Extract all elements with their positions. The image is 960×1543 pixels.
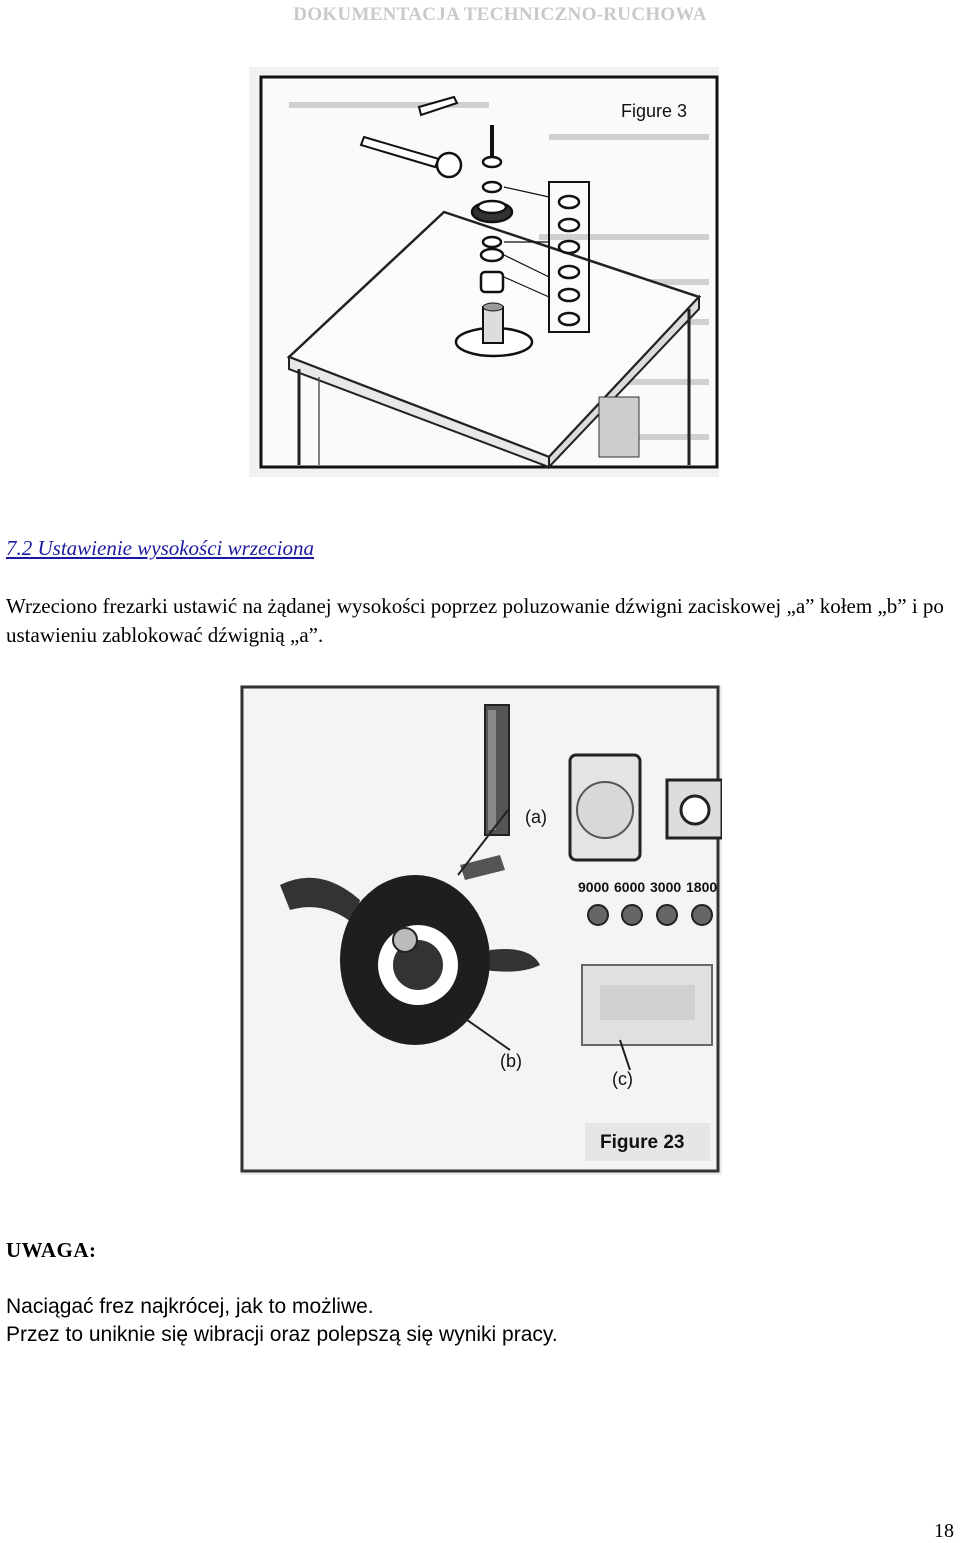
figure-23-caption: Figure 23 — [600, 1132, 685, 1153]
document-header: DOKUMENTACJA TECHNICZNO-RUCHOWA — [293, 4, 707, 25]
label-a: (a) — [525, 807, 547, 827]
warning-line-1: Naciągać frez najkrócej, jak to możliwe. — [6, 1295, 374, 1318]
label-c: (c) — [612, 1069, 633, 1089]
section-title: 7.2 Ustawienie wysokości wrzeciona — [6, 536, 314, 560]
speed-label-6000: 6000 — [614, 879, 646, 895]
speed-label-9000: 9000 — [578, 879, 610, 895]
figure-23-handwheel-photo — [240, 685, 722, 1175]
label-b: (b) — [500, 1051, 522, 1071]
instruction-paragraph: Wrzeciono frezarki ustawić na żądanej wysokości poprzez poluzowanie dźwigni zaciskowej „a” kołem „b” i po ustawieniu zablokować dźwignią „a”. — [6, 594, 944, 647]
figure-3-caption: Figure 3 — [621, 101, 688, 121]
warning-line-2: Przez to uniknie się wibracji oraz polepszą się wyniki pracy. — [6, 1323, 558, 1346]
page-number: 18 — [934, 1520, 954, 1542]
warning-text — [6, 1293, 558, 1349]
speed-label-3000: 3000 — [650, 879, 682, 895]
speed-label-1800: 1800 — [686, 879, 718, 895]
figure-3-spindle-rings-illustration — [249, 67, 719, 477]
warning-title: UWAGA: — [6, 1238, 97, 1262]
